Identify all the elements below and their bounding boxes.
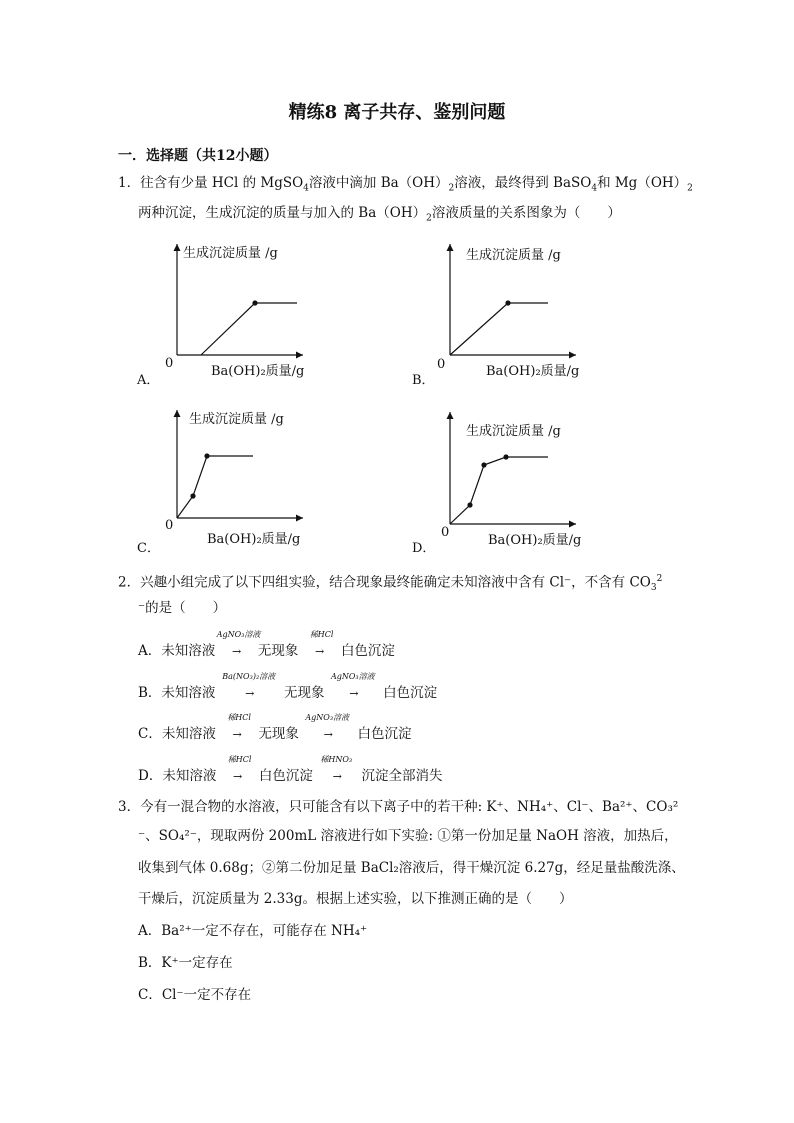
q1-line1: 1．往含有少量 HCl 的 MgSO$_4$溶液中滴加 $Ba(OH)_2$溶液，最终得到 BaSO$_4$和 $Mg(OH)_2$	[118, 175, 693, 194]
q1-number: 1．	[118, 175, 141, 191]
y-axis-label: 生成沉淀质量 /g	[466, 248, 561, 263]
q2-option-d[interactable]: D．未知溶液 稀HCl → 白色沉淀 稀HNO₃ → 沉淀全部消失	[138, 765, 443, 788]
graph-a[interactable]	[135, 238, 335, 388]
origin-label: 0	[165, 518, 174, 533]
reaction-arrow: 稀HCl →	[227, 713, 251, 741]
reaction-arrow: Ba(NO₃)₂溶液 →	[222, 672, 276, 700]
page-title: 精练8 离子共存、鉴别问题	[288, 102, 506, 123]
reaction-arrow: AgNO₃溶液 →	[330, 672, 375, 700]
q3-option-a[interactable]: A．Ba²⁺一定不存在，可能存在 NH₄⁺	[138, 923, 368, 939]
q2-option-a[interactable]: A．未知溶液 AgNO₃溶液 → 无现象 稀HCl → 白色沉淀	[138, 640, 395, 663]
turning-point	[505, 300, 510, 305]
q2-line1: 2．兴趣小组完成了以下四组实验，结合现象最终能确定未知溶液中含有 Cl⁻，不含有 $CO_3^2$	[118, 574, 663, 594]
origin-label: 0	[165, 356, 174, 371]
q3-line2: ⁻、SO₄²⁻，现取两份 200mL 溶液进行如下实验: ①第一份加足量 NaOH 溶液，加热后，	[138, 828, 678, 844]
q2-number: 2．	[118, 574, 141, 591]
q3-option-b[interactable]: B．K⁺一定存在	[138, 955, 233, 971]
graph-d[interactable]	[410, 404, 610, 554]
turning-point-1	[190, 493, 195, 498]
q3-line1: 3．今有一混合物的水溶液，只可能含有以下离子中的若干种: K⁺、NH₄⁺、Cl⁻、Ba²⁺、CO₃²	[118, 799, 679, 815]
turning-point-2	[481, 462, 486, 467]
curve-line	[177, 456, 253, 518]
turning-point	[252, 300, 257, 305]
turning-point-3	[503, 454, 508, 459]
q1-line2: 两种沉淀，生成沉淀的质量与加入的 $Ba(OH)_2$溶液质量的关系图象为（ ）	[138, 205, 621, 224]
curve-line	[201, 303, 297, 355]
q2-line2: ⁻的是（ ）	[138, 600, 227, 616]
curve-line	[450, 457, 548, 524]
option-letter: A．	[137, 373, 160, 388]
graph-b[interactable]	[410, 238, 610, 388]
option-letter: D．	[412, 541, 436, 556]
y-axis-label: 生成沉淀质量 /g	[183, 246, 278, 261]
q3-line3: 收集到气体 0.68g；②第二份加足量 BaCl₂溶液后，得干燥沉淀 6.27g，经足量盐酸洗涤、	[138, 860, 685, 876]
section-heading: 一．选择题（共12小题）	[118, 148, 278, 164]
q3-option-c[interactable]: C．Cl⁻一定不存在	[138, 987, 252, 1003]
option-letter: C．	[137, 541, 160, 556]
q3-line4: 干燥后，沉淀质量为 2.33g。根据上述实验，以下推测正确的是（ ）	[138, 891, 573, 907]
x-axis-label: Ba(OH)₂质量/g	[488, 533, 582, 548]
reaction-arrow: AgNO₃溶液 →	[216, 630, 261, 658]
x-axis-label: Ba(OH)₂质量/g	[211, 364, 305, 379]
reaction-arrow: 稀HCl →	[227, 755, 252, 783]
q3-number: 3．	[118, 799, 141, 815]
reaction-arrow: 稀HNO₃ →	[320, 755, 353, 783]
reaction-arrow: 稀HCl →	[309, 630, 334, 658]
turning-point-1	[467, 502, 472, 507]
x-axis-label: Ba(OH)₂质量/g	[207, 532, 301, 547]
x-axis-label: Ba(OH)₂质量/g	[486, 364, 580, 379]
origin-label: 0	[437, 357, 446, 372]
y-axis-label: 生成沉淀质量 /g	[189, 412, 284, 427]
curve-line	[450, 303, 548, 355]
y-axis-label: 生成沉淀质量 /g	[466, 424, 561, 439]
reaction-arrow: AgNO₃溶液 →	[305, 713, 350, 741]
origin-label: 0	[441, 525, 450, 540]
graph-c[interactable]	[135, 404, 335, 554]
q2-option-c[interactable]: C．未知溶液 稀HCl → 无现象 AgNO₃溶液 → 白色沉淀	[138, 723, 412, 746]
option-letter: B．	[412, 373, 435, 388]
q2-option-b[interactable]: B．未知溶液 Ba(NO₃)₂溶液 → 无现象 AgNO₃溶液 → 白色沉淀	[138, 682, 437, 705]
turning-point-2	[204, 453, 209, 458]
